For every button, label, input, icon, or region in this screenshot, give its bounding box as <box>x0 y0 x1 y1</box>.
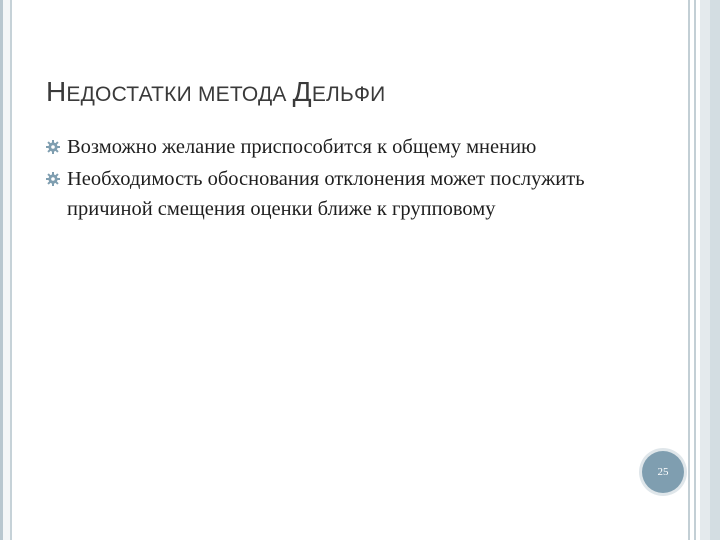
gear-icon <box>46 172 60 186</box>
slide-title <box>46 76 666 108</box>
title-first-capital: Н <box>46 76 67 107</box>
left-border-fill <box>3 0 10 540</box>
left-border-line <box>10 0 12 540</box>
title-part-2: ЕЛЬФИ <box>311 83 386 106</box>
right-border-line-1 <box>688 0 690 540</box>
right-border-line-2 <box>694 0 696 540</box>
gear-icon <box>46 140 60 154</box>
bullet-text: Возможно желание приспособится к общему мнению <box>67 136 537 158</box>
bullet-list <box>46 132 646 226</box>
title-part-1: ЕДОСТАТКИ МЕТОДА <box>66 83 293 106</box>
page-number: 25 <box>657 466 669 478</box>
list-item <box>46 132 646 162</box>
page-number-badge <box>642 451 684 493</box>
list-item <box>46 164 646 224</box>
right-border-band-dark <box>710 0 720 540</box>
bullet-text: Необходимость обоснования отклонения может послужить причиной смещения оценки ближе к групповому <box>67 168 585 220</box>
title-second-capital: Д <box>292 76 312 107</box>
